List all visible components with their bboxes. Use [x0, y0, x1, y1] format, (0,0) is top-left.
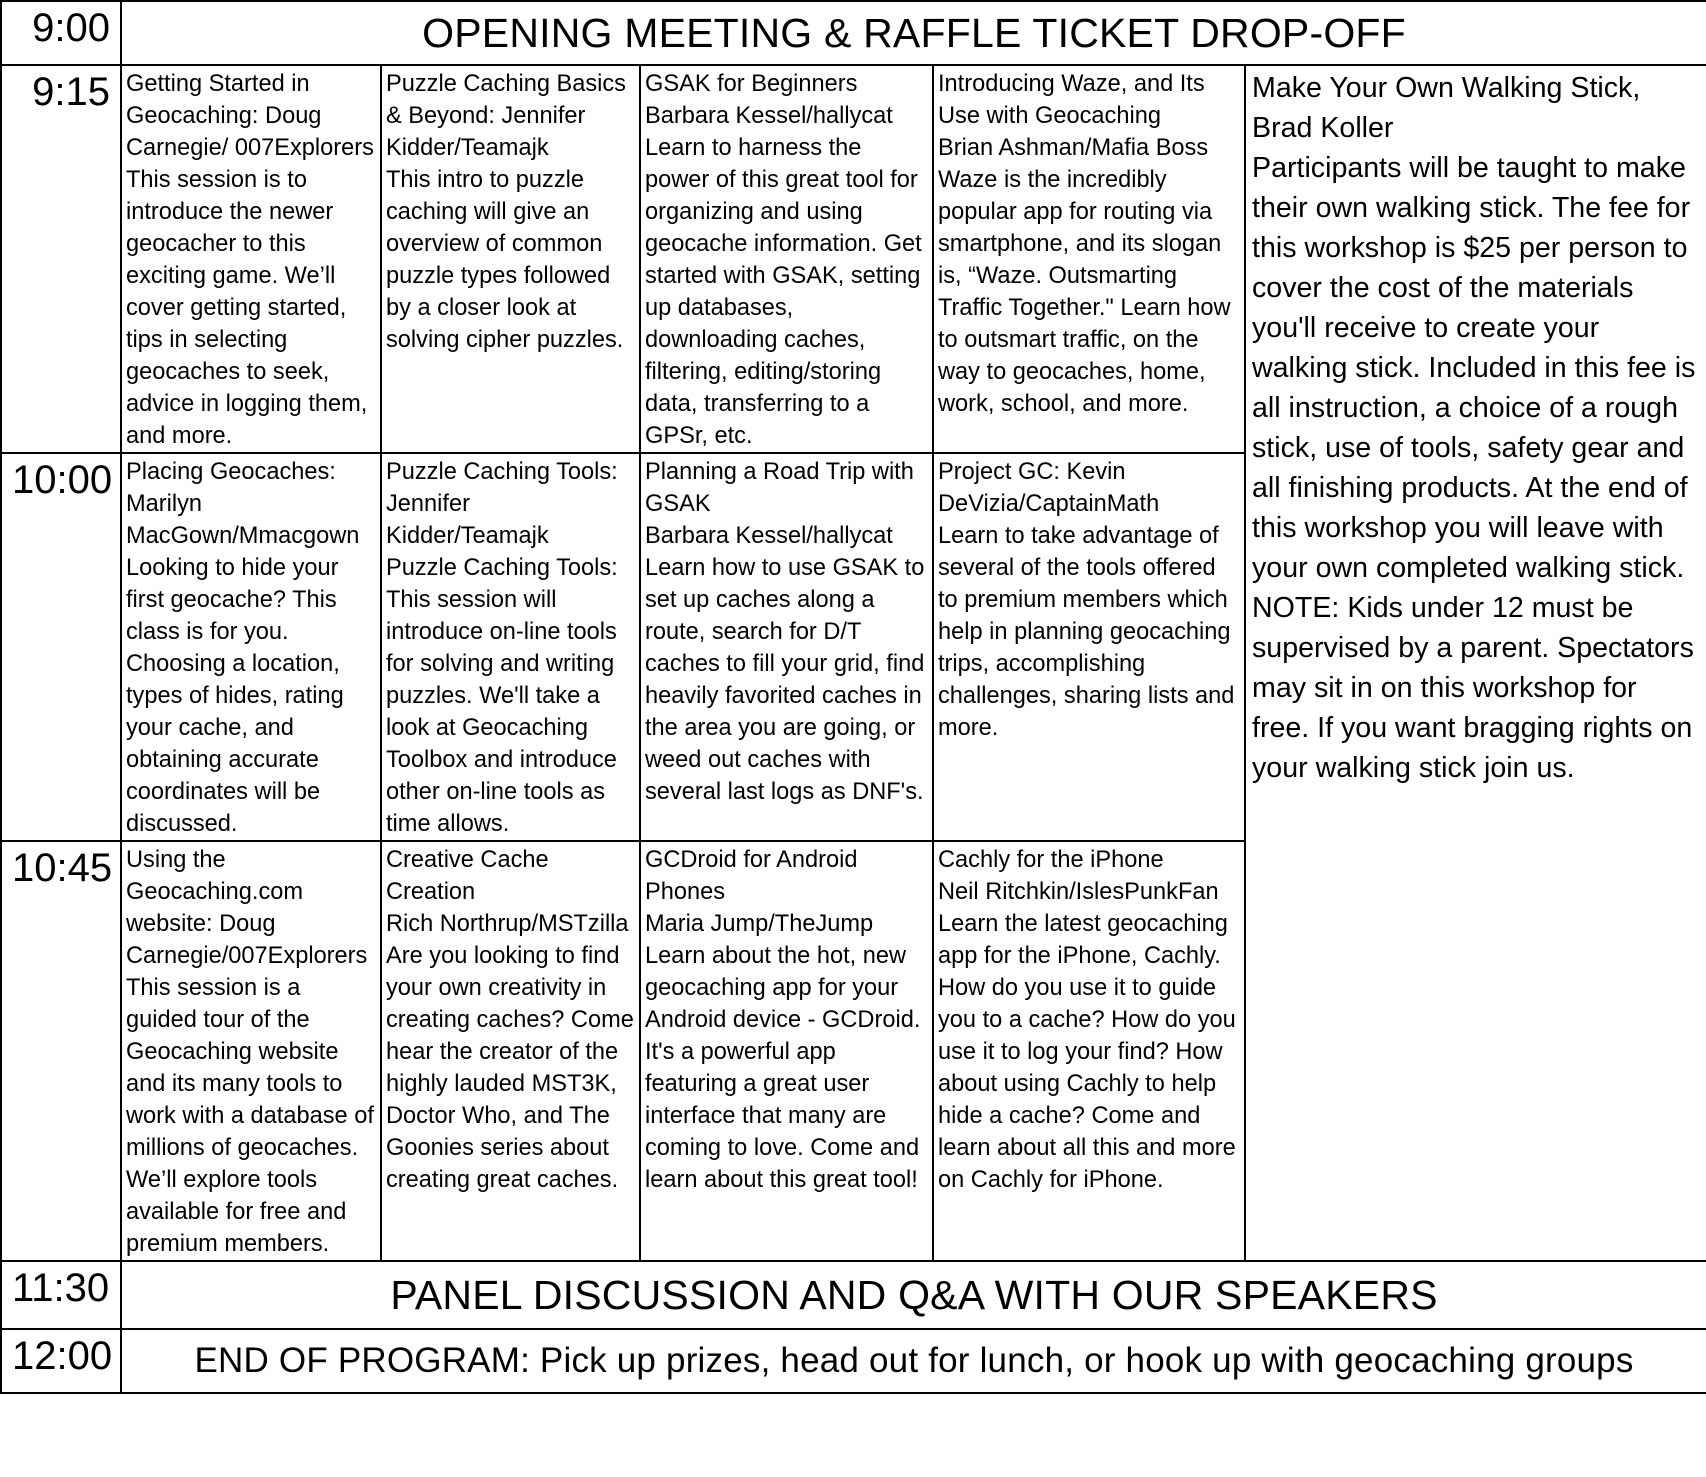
session-description: Are you looking to find your own creativity in creating caches? Come hear the creator of the highly lauded MST3K, Doctor Who, and The Goonies series about creating great caches. [386, 943, 634, 1193]
session-presenter: Maria Jump/TheJump [645, 911, 874, 937]
session-description: Learn how to use GSAK to set up caches along a route, search for D/T caches to fill your grid, find heavily favorited caches in the area you are going, or weed out caches with several last logs as DNF's. [645, 555, 925, 805]
session-description: Learn the latest geocaching app for the iPhone, Cachly. How do you use it to guide you to a cache? How do you use it to log your find? How about using Cachly to help hide a cache? Come and learn about all this and more on Cachly for iPhone. [938, 911, 1236, 1193]
session-description: Learn to harness the power of this great tool for organizing and using geocache information. Get started with GSAK, setting up databases, downloading caches, filtering, editing/storing data, transferring to a GPSr, etc. [645, 135, 922, 449]
session-title: Planning a Road Trip with GSAK [645, 459, 914, 517]
session-cell [640, 65, 933, 453]
session-title: Placing Geocaches: Marilyn MacGown/Mmacgown [126, 459, 360, 549]
session-cell [381, 841, 640, 1261]
session-title: GCDroid for Android Phones [645, 847, 858, 905]
session-title: Project GC: Kevin DeVizia/CaptainMath [938, 459, 1160, 517]
end-of-program-banner: END OF PROGRAM: Pick up prizes, head out for lunch, or hook up with geocaching groups [121, 1329, 1706, 1393]
time-12-00: 12:00 [1, 1329, 121, 1393]
session-presenter: Brian Ashman/Mafia Boss [938, 135, 1209, 161]
session-description: This session is to introduce the newer geocacher to this exciting game. We’ll cover getting started, tips in selecting geocaches to seek, advice in logging them, and more. [126, 167, 368, 449]
panel-discussion-banner: PANEL DISCUSSION AND Q&A WITH OUR SPEAKERS [121, 1261, 1706, 1329]
session-description: Waze is the incredibly popular app for routing via smartphone, and its slogan is, “Waze. Outsmarting Traffic Together." Learn how to outsmart traffic, on the way to geocaches, home, work, school, and more. [938, 167, 1231, 417]
row-9-15 [1, 65, 1706, 453]
time-9-15: 9:15 [1, 65, 121, 453]
session-title: Creative Cache Creation [386, 847, 549, 905]
empty-cell [121, 1393, 1706, 1477]
session-description: Looking to hide your first geocache? This class is for you. Choosing a location, types of hides, rating your cache, and obtaining accurate coordinates will be discussed. [126, 555, 344, 837]
workshop-description: Participants will be taught to make their own walking stick. The fee for this workshop is $25 per person to cover the cost of the materials you'll receive to create your walking stick. Included in this fee is all instruction, a choice of a rough stick, use of tools, safety gear and all finishing products. At the end of this workshop you will leave with your own completed walking stick. NOTE: Kids under 12 must be supervised by a parent. Spectators may sit in on this workshop for free. If you want bragging rights on your walking stick join us. [1252, 152, 1696, 784]
session-cell [381, 65, 640, 453]
session-title: Introducing Waze, and Its Use with Geocaching [938, 71, 1205, 129]
session-description: This session is a guided tour of the Geocaching website and its many tools to work with a database of millions of geocaches. We’ll explore tools available for free and premium members. [126, 975, 374, 1257]
session-title: Using the Geocaching.com website: Doug Carnegie/007Explorers [126, 847, 368, 969]
session-cell [121, 841, 381, 1261]
time-9-00: 9:00 [1, 1, 121, 65]
opening-meeting-banner: OPENING MEETING & RAFFLE TICKET DROP-OFF [121, 1, 1706, 65]
session-presenter: Barbara Kessel/hallycat [645, 103, 893, 129]
session-description: Puzzle Caching Tools: This session will introduce on-line tools for solving and writing puzzles. We'll take a look at Geocaching Toolbox and introduce other on-line tools as time allows. [386, 555, 618, 837]
row-9-00 [1, 1, 1706, 65]
workshop-title: Make Your Own Walking Stick, Brad Koller [1252, 72, 1641, 144]
row-12-00 [1, 1329, 1706, 1393]
session-cell [933, 453, 1245, 841]
session-description: Learn to take advantage of several of the tools offered to premium members which help in planning geocaching trips, accomplishing challenges, sharing lists and more. [938, 523, 1235, 741]
session-title: Getting Started in Geocaching: Doug Carnegie/ 007Explorers [126, 71, 374, 161]
session-cell [933, 65, 1245, 453]
session-title: Puzzle Caching Tools: Jennifer Kidder/Teamajk [386, 459, 618, 549]
session-title: Puzzle Caching Basics & Beyond: Jennifer Kidder/Teamajk [386, 71, 626, 161]
session-presenter: Rich Northrup/MSTzilla [386, 911, 629, 937]
session-description: Learn about the hot, new geocaching app for your Android device - GCDroid. It's a powerful app featuring a great user interface that many are coming to love. Come and learn about this great tool! [645, 943, 921, 1193]
time-11-30: 11:30 [1, 1261, 121, 1329]
session-cell [381, 453, 640, 841]
session-cell [121, 65, 381, 453]
session-cell [933, 841, 1245, 1261]
session-title: GSAK for Beginners [645, 71, 858, 97]
session-description: This intro to puzzle caching will give an overview of common puzzle types followed by a closer look at solving cipher puzzles. [386, 167, 624, 353]
row-empty [1, 1393, 1706, 1477]
session-cell [640, 841, 933, 1261]
walking-stick-workshop [1245, 65, 1706, 1261]
time-10-00: 10:00 [1, 453, 121, 841]
session-cell [121, 453, 381, 841]
session-title: Cachly for the iPhone [938, 847, 1164, 873]
session-presenter: Neil Ritchkin/IslesPunkFan [938, 879, 1219, 905]
empty-cell [1, 1393, 121, 1477]
row-11-30 [1, 1261, 1706, 1329]
session-presenter: Barbara Kessel/hallycat [645, 523, 893, 549]
session-cell [640, 453, 933, 841]
time-10-45: 10:45 [1, 841, 121, 1261]
